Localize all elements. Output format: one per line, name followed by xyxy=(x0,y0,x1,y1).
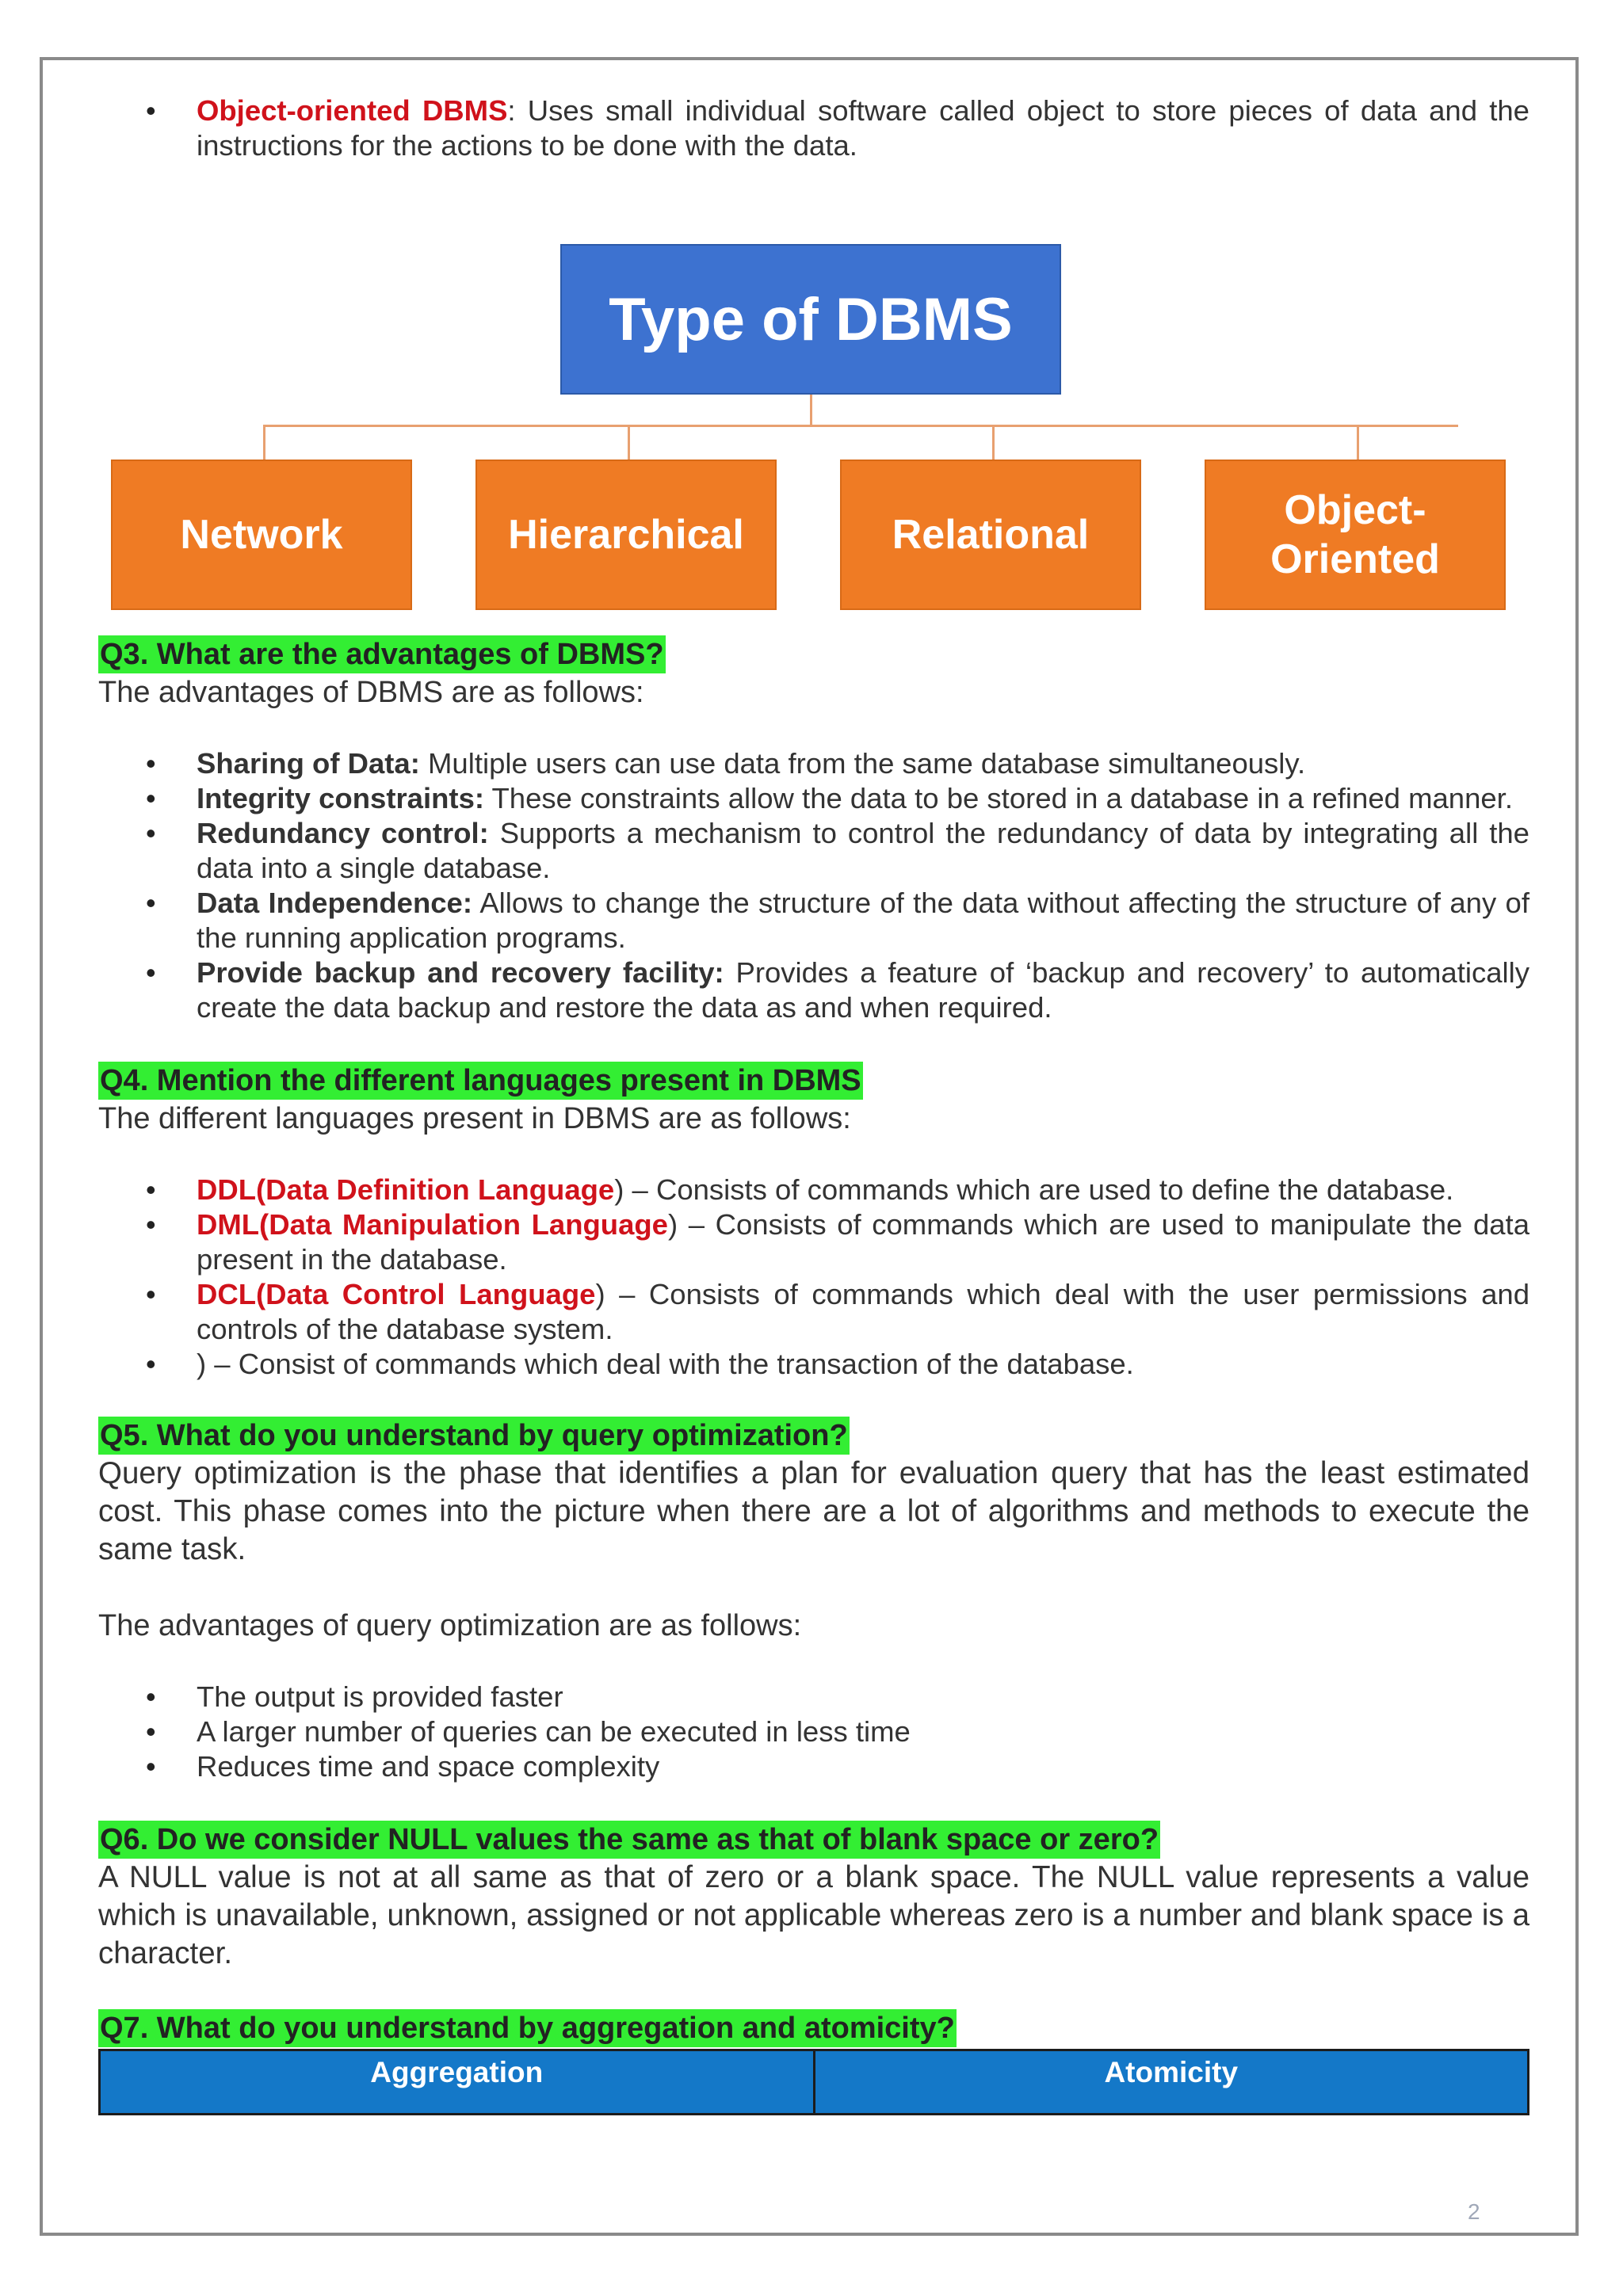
q4-heading: Q4. Mention the different languages present in DBMS xyxy=(98,1062,863,1100)
item-term: DDL(Data Definition Language xyxy=(197,1173,615,1206)
q4-list xyxy=(98,1173,1529,1382)
q5-heading: Q5. What do you understand by query optimization? xyxy=(98,1417,850,1455)
list-item xyxy=(98,746,1529,781)
category-object-oriented-box: Object-Oriented xyxy=(1205,460,1506,610)
item-term: Sharing of Data: xyxy=(197,747,420,780)
category-network-box: Network xyxy=(111,460,412,610)
list-item xyxy=(98,781,1529,816)
top-bullet-list xyxy=(98,93,1529,163)
connector-line xyxy=(992,425,995,460)
item-text: Supports a mechanism to control the redundancy of data by integrating all the data into a single database. xyxy=(197,817,1529,884)
item-text: These constraints allow the data to be stored in a database in a refined manner. xyxy=(484,782,1513,814)
page-number: 2 xyxy=(1468,2199,1480,2224)
connector-line xyxy=(263,425,1458,427)
item-text: Allows to change the structure of the data without affecting the structure of any of the running application programs. xyxy=(197,887,1529,954)
list-item xyxy=(98,886,1529,955)
connector-line xyxy=(1357,425,1359,460)
list-item xyxy=(98,955,1529,1025)
q7-heading: Q7. What do you understand by aggregation and atomicity? xyxy=(98,2009,957,2047)
q6-heading: Q6. Do we consider NULL values the same as that of blank space or zero? xyxy=(98,1821,1160,1859)
item-term: DML(Data Manipulation Language xyxy=(197,1208,668,1241)
list-item xyxy=(98,816,1529,886)
q7-section xyxy=(98,2009,1529,2115)
q3-list xyxy=(98,746,1529,1025)
item-term: Integrity constraints: xyxy=(197,782,485,814)
connector-line xyxy=(810,395,812,426)
category-hierarchical-box: Hierarchical xyxy=(475,460,777,610)
item-term: DCL(Data Control Language xyxy=(197,1278,596,1310)
object-oriented-term: Object-oriented DBMS xyxy=(197,94,508,127)
q4-section xyxy=(98,1062,1529,1382)
list-item xyxy=(98,1347,1529,1382)
q3-heading: Q3. What are the advantages of DBMS? xyxy=(98,635,666,673)
item-text: ) – Consist of commands which deal with the transaction of the database. xyxy=(197,1348,1134,1380)
item-term: Provide backup and recovery facility: xyxy=(197,956,724,989)
q3-intro: The advantages of DBMS are as follows: xyxy=(98,676,644,709)
category-relational-box: Relational xyxy=(840,460,1141,610)
item-term: Data Independence: xyxy=(197,887,473,919)
item-text: ) – Consists of commands which are used to define the database. xyxy=(614,1173,1454,1206)
connector-line xyxy=(628,425,630,460)
item-text: Multiple users can use data from the same database simultaneously. xyxy=(419,747,1306,780)
list-item: • A larger number of queries can be executed in less time xyxy=(98,1714,1529,1749)
item-text: Provides a feature of ‘backup and recovery’ to automatically create the data backup and restore the data as and when required. xyxy=(197,956,1529,1024)
connector-line xyxy=(263,425,265,460)
q5-section xyxy=(98,1417,1529,1784)
q4-intro: The different languages present in DBMS are as follows: xyxy=(98,1102,851,1135)
q6-section xyxy=(98,1821,1529,1973)
list-item xyxy=(98,1277,1529,1347)
table-header-aggregation: Aggregation xyxy=(101,2051,815,2113)
list-item: • The output is provided faster xyxy=(98,1680,1529,1714)
dbms-types-diagram xyxy=(98,244,1529,623)
list-item xyxy=(98,1207,1529,1277)
q5-list xyxy=(98,1680,1529,1784)
item-text: ) – Consists of commands which are used to manipulate the data present in the database. xyxy=(197,1208,1529,1276)
list-item: • Reduces time and space complexity xyxy=(98,1749,1529,1784)
object-oriented-text: : Uses small individual software called object to store pieces of data and the instructions for the actions to be done with the data. xyxy=(197,94,1529,162)
diagram-title-box: Type of DBMS xyxy=(560,244,1061,395)
list-item xyxy=(98,1173,1529,1207)
q6-paragraph: A NULL value is not at all same as that of zero or a blank space. The NULL value represents a value which is unavailable, unknown, assigned or not applicable whereas zero is a number and blank space is a character. xyxy=(98,1860,1529,1970)
item-term: Redundancy control: xyxy=(197,817,489,849)
item-text: ) – Consists of commands which deal with the user permissions and controls of the database system. xyxy=(197,1278,1530,1345)
table-header-atomicity: Atomicity xyxy=(1104,2056,1239,2088)
q5-paragraph: Query optimization is the phase that identifies a plan for evaluation query that has the least estimated cost. This phase comes into the picture when there are a lot of algorithms and methods to execute the same task. xyxy=(98,1456,1529,1566)
list-item xyxy=(98,93,1529,163)
comparison-table-header xyxy=(98,2049,1529,2115)
page-content xyxy=(98,93,1529,2115)
q3-section xyxy=(98,635,1529,1025)
q5-intro: The advantages of query optimization are as follows: xyxy=(98,1609,802,1642)
